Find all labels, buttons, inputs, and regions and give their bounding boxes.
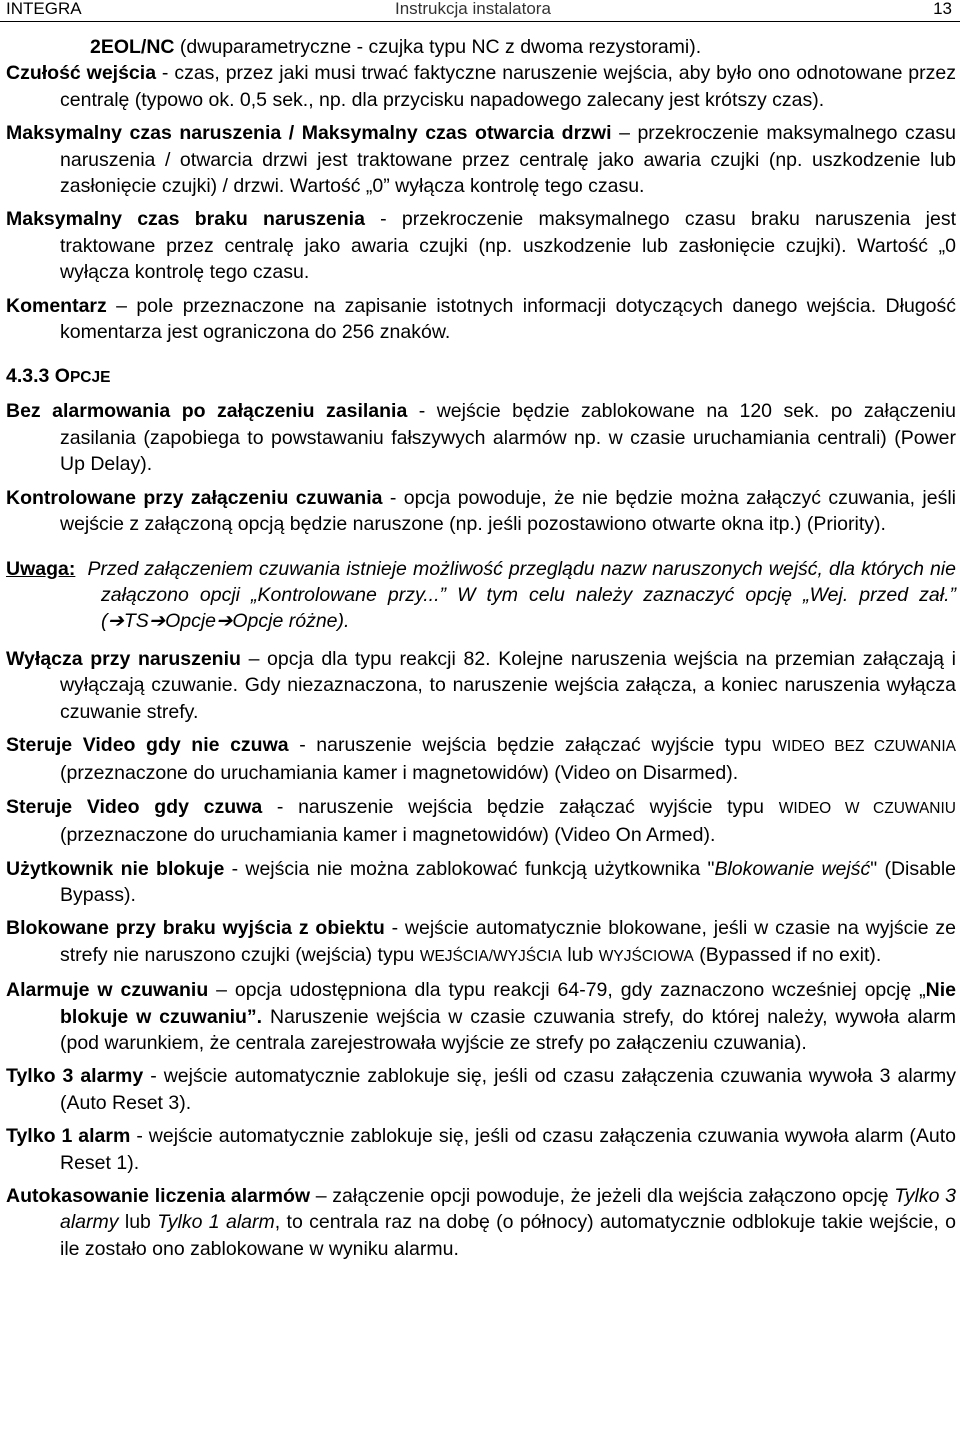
- page-content: [0, 34, 960, 1262]
- option-text: Naruszenie wejścia w czasie czuwania strefy, do której należy, wywoła alarm (pod warunkiem, że centrala zarejestrowała wyjście ze strefy po załączeniu czuwania).: [60, 1005, 956, 1054]
- option-term: Steruje Video gdy nie czuwa: [6, 733, 289, 756]
- option-wylacza: [6, 646, 956, 725]
- option-auto-reset-1: [6, 1123, 956, 1176]
- option-term: Tylko 1 alarm: [6, 1125, 131, 1148]
- entry-term: Komentarz: [6, 294, 107, 317]
- entry-komentarz: [6, 293, 956, 346]
- entry-term: 2EOL/NC: [90, 36, 175, 58]
- option-priority: [6, 485, 956, 538]
- option-disable-bypass: [6, 856, 956, 909]
- option-term: Alarmuje w czuwaniu: [6, 979, 209, 1002]
- entry-text: - czas, przez jaki musi trwać faktyczne naruszenie wejścia, aby było ono odnotowane przez centralę (typowo ok. 0,5 sek., np. dla przycisku napadowego zalecany jest krótszy czas).: [60, 62, 956, 111]
- option-power-up: [6, 398, 956, 477]
- option-text: - wejście automatycznie blokowane, jeśli w czasie na wyjście ze strefy nie naruszono czujki (wejścia) typu: [60, 917, 956, 966]
- option-text: - wejście automatycznie zablokuje się, jeśli od czasu załączenia czuwania wywoła alarm (Auto Reset 1).: [60, 1125, 956, 1174]
- entry-term: Maksymalny czas naruszenia / Maksymalny czas otwarcia drzwi: [6, 122, 612, 145]
- note-label: Uwaga:: [6, 557, 76, 580]
- section-title-cap: O: [54, 365, 70, 388]
- option-text: " (Disable Bypass).: [60, 857, 956, 906]
- option-text: (przeznaczone do uruchamiania kamer i magnetowidów) (Video On Armed).: [60, 824, 716, 847]
- header-title: Instrukcja instalatora: [395, 0, 551, 18]
- option-text: lub: [118, 1211, 158, 1234]
- option-video-armed: [6, 794, 956, 849]
- option-text: (Bypassed if no exit).: [693, 943, 882, 966]
- option-term: Tylko 3 alarmy: [6, 1065, 144, 1088]
- zone-type: WYJŚCIOWA: [598, 947, 694, 965]
- option-text: – opcja udostępniona dla typu reakcji 64-79, gdy zaznaczono wcześniej opcję „: [208, 979, 926, 1002]
- entry-text: - przekroczenie maksymalnego czasu braku naruszenia jest traktowane przez centralę jako awaria czujki (np. uszkodzenie lub zasłonięcie czujki). Wartość „0 wyłącza kontrolę tego czasu.: [60, 208, 956, 284]
- option-term: Bez alarmowania po załączeniu zasilania: [6, 400, 408, 423]
- entry-term: Czułość wejścia: [6, 62, 157, 85]
- option-term: Autokasowanie liczenia alarmów: [6, 1185, 311, 1208]
- option-text: - naruszenie wejścia będzie załączać wyjście typu: [262, 795, 779, 818]
- function-name: Blokowanie wejść: [714, 857, 871, 880]
- option-autokasowanie: [6, 1183, 956, 1262]
- entry-term: Maksymalny czas braku naruszenia: [6, 208, 365, 231]
- option-text: - wejścia nie można zablokować funkcją użytkownika ": [224, 857, 715, 880]
- option-text: - wejście będzie zablokowane na 120 sek. po załączeniu zasilania (zapobiega to powstawaniu fałszywych alarmów np. w czasie uruchamiania centrali) (Power Up Delay).: [60, 400, 956, 476]
- output-type: WIDEO W CZUWANIU: [778, 799, 956, 817]
- option-text: , to centrala raz na dobę (o północy) automatycznie odblokuje takie wejście, o ile zostało ono zablokowane w wyniku alarmu.: [60, 1211, 957, 1260]
- entry-czulosc: [6, 60, 956, 113]
- page-header: [0, 0, 960, 20]
- entry-text: – pole przeznaczone na zapisanie istotnych informacji dotyczących danego wejścia. Długość komentarza jest ograniczona do 256 znaków.: [60, 294, 956, 344]
- option-ref: Nie blokuje w czuwaniu”.: [60, 979, 956, 1028]
- header-rule: [0, 21, 960, 22]
- entry-text: – przekroczenie maksymalnego czasu naruszenia / otwarcia drzwi jest traktowane przez centralę jako awaria czujki (np. uszkodzenie lub zasłonięcie czujki) / drzwi. Wartość „0” wyłącza kontrolę tego czasu.: [60, 122, 956, 198]
- note-text: Przed załączeniem czuwania istnieje możliwość przeglądu nazw naruszonych wejść, dla których nie załączono opcji „Kontrolowane przy...” W tym celu należy zaznaczyć opcję „Wej. przed zał.” (➔TS➔Opcje➔Opcje różne).: [87, 557, 956, 633]
- option-text: - wejście automatycznie zablokuje się, jeśli od czasu załączenia czuwania wywoła 3 alarmy (Auto Reset 3).: [60, 1065, 956, 1114]
- entry-2eol: [30, 34, 956, 60]
- option-text: - naruszenie wejścia będzie załączać wyjście typu: [288, 733, 773, 756]
- zone-type: WEJŚCIA/WYJŚCIA: [419, 947, 562, 965]
- option-text: – opcja dla typu reakcji 82. Kolejne naruszenia wejścia na przemian załączają i wyłączają czuwanie. Gdy niezaznaczona, to naruszenie wejścia załącza, a koniec naruszenia wyłącza czuwanie strefy.: [60, 647, 956, 723]
- option-text: lub: [561, 943, 599, 966]
- option-text: (przeznaczone do uruchamiania kamer i magnetowidów) (Video on Disarmed).: [60, 762, 739, 785]
- output-type: WIDEO BEZ CZUWANIA: [772, 737, 956, 755]
- option-auto-reset-3: [6, 1063, 956, 1116]
- section-heading: [6, 363, 954, 391]
- header-product: INTEGRA: [6, 0, 82, 18]
- option-bypassed-no-exit: [6, 915, 956, 970]
- option-term: Użytkownik nie blokuje: [6, 857, 225, 880]
- entry-max-brak: [6, 206, 956, 285]
- note-block: [6, 556, 956, 635]
- option-term: Steruje Video gdy czuwa: [6, 795, 263, 818]
- option-term: Kontrolowane przy załączeniu czuwania: [6, 486, 383, 509]
- option-alarm-armed: [6, 977, 956, 1056]
- option-video-disarmed: [6, 732, 956, 787]
- option-ref: Tylko 1 alarm: [157, 1211, 275, 1234]
- section-number: 4.3.3: [6, 365, 55, 388]
- page-number: 13: [933, 0, 952, 18]
- option-text: - opcja powoduje, że nie będzie można załączyć czuwania, jeśli wejście z załączoną opcją będzie naruszone (np. jeśli pozostawiono otwarte okna itp.) (Priority).: [60, 486, 957, 536]
- entry-text: (dwuparametryczne - czujka typu NC z dwoma rezystorami).: [174, 36, 702, 58]
- section-title-rest: PCJE: [69, 369, 111, 387]
- option-ref: Tylko 3 alarmy: [60, 1185, 956, 1234]
- option-term: Blokowane przy braku wyjścia z obiektu: [6, 917, 385, 940]
- entry-max-czas: [6, 120, 956, 199]
- option-text: – załączenie opcji powoduje, że jeżeli dla wejścia załączono opcję: [310, 1185, 895, 1208]
- option-term: Wyłącza przy naruszeniu: [6, 647, 241, 670]
